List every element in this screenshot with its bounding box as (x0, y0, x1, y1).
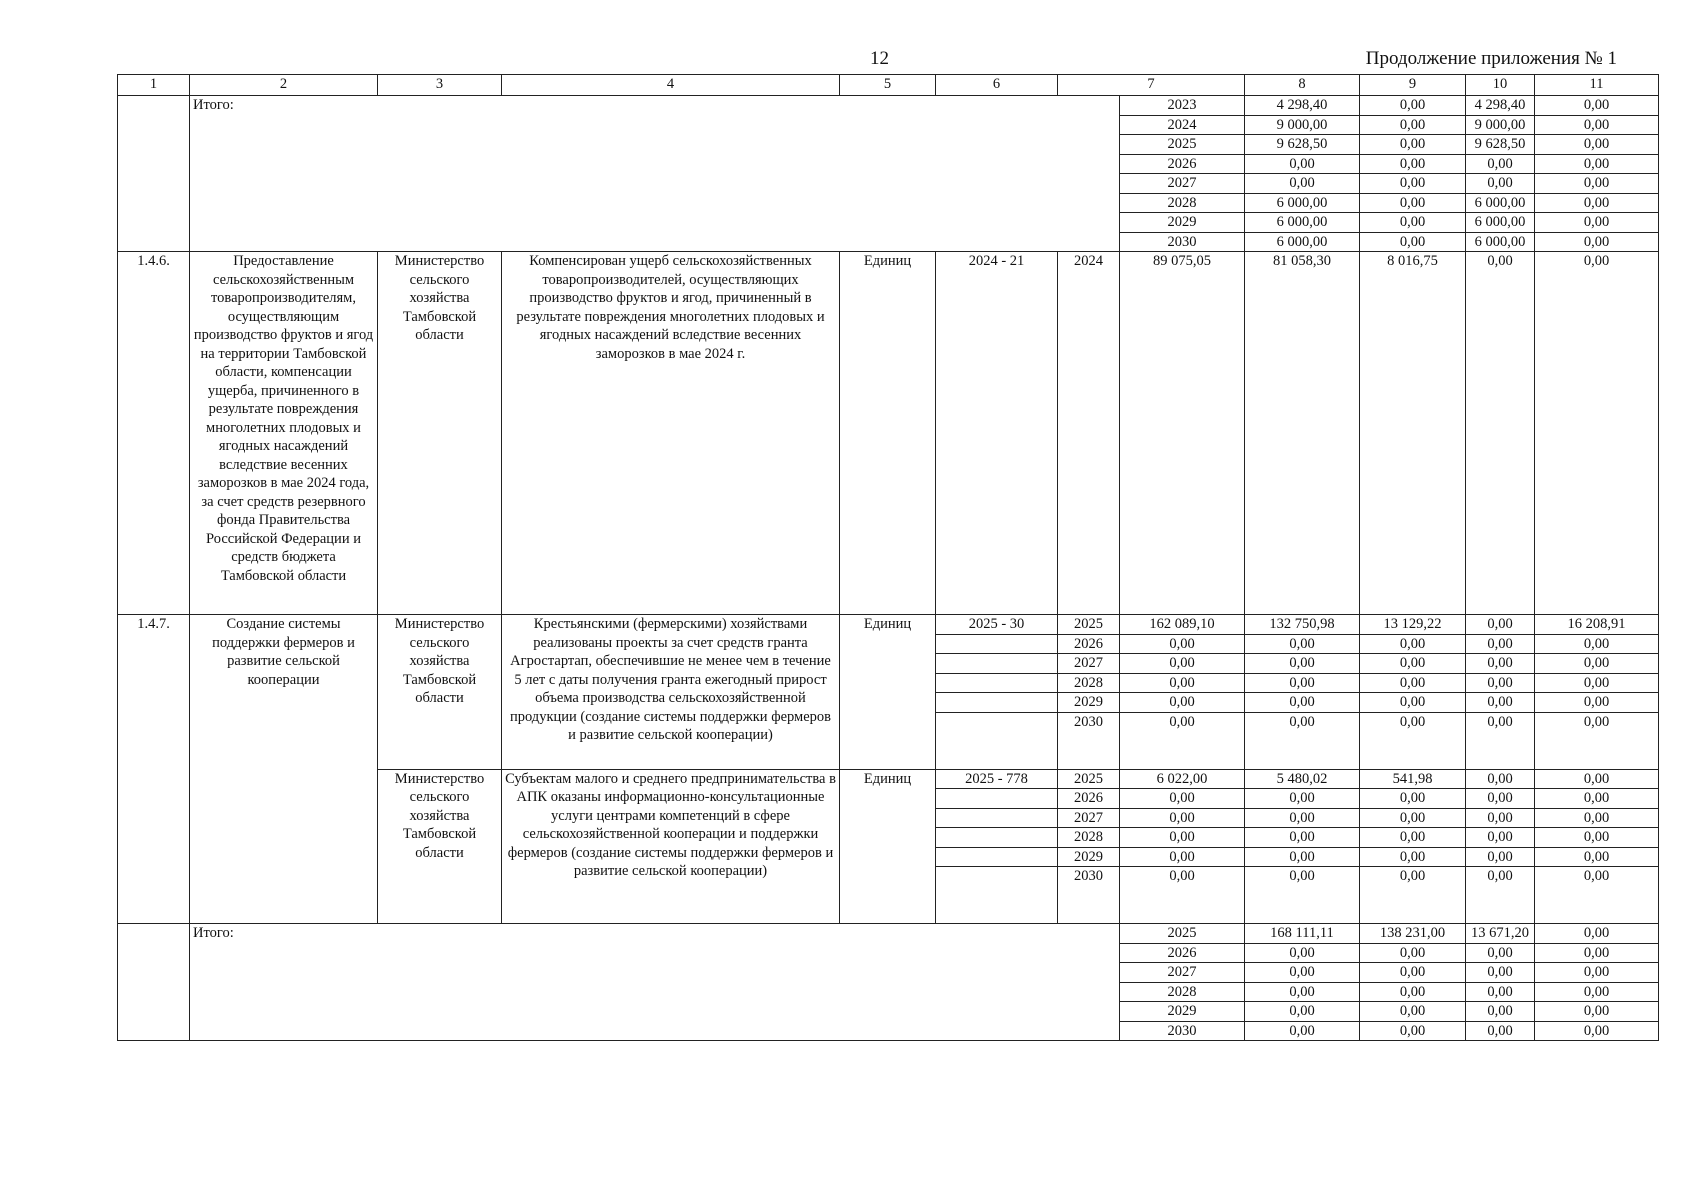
value-cell-v9: 6 000,00 (1466, 193, 1535, 213)
value-cell-v8: 81 058,30 (1245, 252, 1360, 615)
value-cell-v9: 0,00 (1360, 634, 1466, 654)
value-cell-v8: 0,00 (1245, 654, 1360, 674)
year-cell: 2028 (1120, 193, 1245, 213)
value-cell-v7: 168 111,11 (1245, 924, 1360, 944)
target-value: 2024 - 21 (936, 252, 1058, 615)
column-header: 9 (1360, 75, 1466, 96)
year-cell: 2029 (1058, 693, 1120, 713)
value-cell-v10: 0,00 (1466, 712, 1535, 769)
year-cell: 2025 (1058, 615, 1120, 635)
value-cell-v9: 0,00 (1360, 693, 1466, 713)
year-cell: 2030 (1058, 867, 1120, 924)
value-cell-v8: 0,00 (1245, 867, 1360, 924)
value-cell-v9: 0,00 (1466, 1021, 1535, 1041)
value-cell-v7: 0,00 (1120, 808, 1245, 828)
value-cell-v8: 0,00 (1360, 943, 1466, 963)
value-cell-v11: 0,00 (1535, 654, 1659, 674)
year-cell: 2025 (1058, 769, 1120, 789)
value-cell-v9: 9 628,50 (1466, 135, 1535, 155)
year-cell: 2026 (1058, 789, 1120, 809)
value-cell-v9: 13 671,20 (1466, 924, 1535, 944)
value-cell-v7: 0,00 (1120, 828, 1245, 848)
empty-cell (936, 828, 1058, 848)
value-cell-v9: 0,00 (1360, 808, 1466, 828)
year-cell: 2029 (1120, 213, 1245, 233)
value-cell-v11: 0,00 (1535, 673, 1659, 693)
value-cell-v7: 0,00 (1120, 634, 1245, 654)
value-cell-v7: 89 075,05 (1120, 252, 1245, 615)
value-cell-v8: 0,00 (1360, 963, 1466, 983)
item-number: 1.4.7. (118, 615, 190, 924)
year-cell: 2029 (1058, 847, 1120, 867)
value-cell-v9: 541,98 (1360, 769, 1466, 789)
value-cell-v11: 0,00 (1535, 693, 1659, 713)
year-cell: 2030 (1120, 1021, 1245, 1041)
value-cell-v10: 0,00 (1535, 96, 1659, 116)
value-cell-v10: 0,00 (1535, 174, 1659, 194)
value-cell-v7: 0,00 (1245, 1021, 1360, 1041)
column-header: 7 (1058, 75, 1245, 96)
value-cell-v8: 0,00 (1360, 135, 1466, 155)
empty-cell (936, 712, 1058, 769)
item-name: Создание системы поддержки фермеров и развитие сельской кооперации (190, 615, 378, 924)
value-cell-v9: 0,00 (1360, 712, 1466, 769)
value-cell-v7: 0,00 (1245, 943, 1360, 963)
value-cell-v7: 0,00 (1120, 693, 1245, 713)
value-cell-v8: 0,00 (1245, 693, 1360, 713)
empty-cell (936, 808, 1058, 828)
value-cell-v8: 0,00 (1360, 115, 1466, 135)
column-header: 2 (190, 75, 378, 96)
value-cell-v9: 0,00 (1360, 867, 1466, 924)
year-cell: 2027 (1120, 174, 1245, 194)
column-header: 3 (378, 75, 502, 96)
page-number: 12 (870, 48, 889, 69)
item-name: Предоставление сельскохозяйственным товаропроизводителям, осуществляющим производство фруктов и ягод на территории Тамбовской области, компенсации ущерба, причиненного в результате повреждения многолетних плодовых и ягодных насаждений вследствие весенних заморозков в мае 2024 года, за счет средств резервного фонда Правительства Российской Федерации и средств бюджета Тамбовской области (190, 252, 378, 615)
column-header: 1 (118, 75, 190, 96)
year-cell: 2026 (1120, 943, 1245, 963)
value-cell-v8: 132 750,98 (1245, 615, 1360, 635)
year-cell: 2027 (1120, 963, 1245, 983)
value-cell-v8: 0,00 (1360, 1021, 1466, 1041)
value-cell-v10: 0,00 (1535, 213, 1659, 233)
value-cell-v8: 0,00 (1245, 712, 1360, 769)
value-cell-v8: 0,00 (1245, 847, 1360, 867)
value-cell-v8: 0,00 (1360, 982, 1466, 1002)
year-cell: 2025 (1120, 924, 1245, 944)
value-cell-v9: 0,00 (1360, 828, 1466, 848)
target-value: 2025 - 778 (936, 769, 1058, 789)
result-description: Субъектам малого и среднего предпринимательства в АПК оказаны информационно-консультационные услуги центрами компетенций в сфере сельскохозяйственной кооперации и поддержки фермеров (создание системы поддержки фермеров и развитие сельской кооперации) (502, 769, 840, 924)
year-cell: 2027 (1058, 654, 1120, 674)
value-cell-v10: 0,00 (1535, 193, 1659, 213)
column-header: 11 (1535, 75, 1659, 96)
value-cell-v7: 0,00 (1120, 789, 1245, 809)
value-cell-v8: 0,00 (1360, 154, 1466, 174)
value-cell-v7: 0,00 (1245, 174, 1360, 194)
value-cell-v9: 0,00 (1360, 654, 1466, 674)
value-cell-v10: 0,00 (1466, 693, 1535, 713)
target-value: 2025 - 30 (936, 615, 1058, 635)
table-row (118, 96, 1659, 116)
value-cell-v8: 5 480,02 (1245, 769, 1360, 789)
value-cell-v7: 9 628,50 (1245, 135, 1360, 155)
value-cell-v7: 0,00 (1120, 654, 1245, 674)
empty-cell (936, 847, 1058, 867)
value-cell-v7: 0,00 (1245, 1002, 1360, 1022)
budget-table (117, 74, 1659, 1041)
column-header: 10 (1466, 75, 1535, 96)
value-cell-v10: 0,00 (1466, 867, 1535, 924)
value-cell-v7: 9 000,00 (1245, 115, 1360, 135)
responsible-org: Министерство сельского хозяйства Тамбовской области (378, 769, 502, 924)
value-cell-v10: 0,00 (1466, 634, 1535, 654)
empty-cell (118, 924, 190, 1041)
column-header: 4 (502, 75, 840, 96)
value-cell-v10: 0,00 (1466, 673, 1535, 693)
year-cell: 2025 (1120, 135, 1245, 155)
value-cell-v11: 0,00 (1535, 867, 1659, 924)
empty-cell (936, 789, 1058, 809)
result-description: Крестьянскими (фермерскими) хозяйствами реализованы проекты за счет средств гранта Агростартап, обеспечившие не менее чем в течение 5 лет с даты получения гранта ежегодный прирост объема производства сельскохозяйственной продукции (создание системы поддержки фермеров и развитие сельской кооперации) (502, 615, 840, 770)
value-cell-v7: 162 089,10 (1120, 615, 1245, 635)
year-cell: 2024 (1120, 115, 1245, 135)
value-cell-v8: 138 231,00 (1360, 924, 1466, 944)
value-cell-v7: 0,00 (1120, 673, 1245, 693)
value-cell-v8: 0,00 (1360, 193, 1466, 213)
value-cell-v10: 0,00 (1466, 828, 1535, 848)
column-header: 5 (840, 75, 936, 96)
year-cell: 2028 (1058, 828, 1120, 848)
value-cell-v11: 0,00 (1535, 769, 1659, 789)
value-cell-v10: 0,00 (1466, 252, 1535, 615)
unit: Единиц (840, 252, 936, 615)
empty-cell (936, 673, 1058, 693)
value-cell-v9: 8 016,75 (1360, 252, 1466, 615)
value-cell-v7: 6 000,00 (1245, 193, 1360, 213)
value-cell-v9: 4 298,40 (1466, 96, 1535, 116)
value-cell-v10: 0,00 (1535, 135, 1659, 155)
value-cell-v10: 0,00 (1466, 769, 1535, 789)
value-cell-v10: 0,00 (1535, 1002, 1659, 1022)
unit: Единиц (840, 769, 936, 924)
value-cell-v10: 0,00 (1466, 847, 1535, 867)
year-cell: 2027 (1058, 808, 1120, 828)
value-cell-v11: 0,00 (1535, 634, 1659, 654)
value-cell-v8: 0,00 (1245, 634, 1360, 654)
year-cell: 2028 (1058, 673, 1120, 693)
total-label: Итого: (190, 924, 1120, 1041)
empty-cell (936, 634, 1058, 654)
table-row (118, 924, 1659, 944)
value-cell-v10: 0,00 (1466, 615, 1535, 635)
value-cell-v9: 13 129,22 (1360, 615, 1466, 635)
value-cell-v9: 9 000,00 (1466, 115, 1535, 135)
column-header: 8 (1245, 75, 1360, 96)
value-cell-v10: 0,00 (1535, 232, 1659, 252)
value-cell-v7: 0,00 (1245, 154, 1360, 174)
value-cell-v11: 0,00 (1535, 808, 1659, 828)
value-cell-v10: 0,00 (1535, 943, 1659, 963)
responsible-org: Министерство сельского хозяйства Тамбовской области (378, 252, 502, 615)
header-row (118, 75, 1659, 96)
unit: Единиц (840, 615, 936, 770)
value-cell-v10: 0,00 (1466, 789, 1535, 809)
value-cell-v9: 0,00 (1466, 174, 1535, 194)
value-cell-v7: 6 022,00 (1120, 769, 1245, 789)
value-cell-v7: 0,00 (1120, 847, 1245, 867)
value-cell-v7: 0,00 (1120, 867, 1245, 924)
empty-cell (936, 693, 1058, 713)
value-cell-v9: 0,00 (1466, 963, 1535, 983)
value-cell-v9: 0,00 (1466, 154, 1535, 174)
value-cell-v9: 6 000,00 (1466, 232, 1535, 252)
responsible-org: Министерство сельского хозяйства Тамбовской области (378, 615, 502, 770)
year-cell: 2028 (1120, 982, 1245, 1002)
value-cell-v11: 0,00 (1535, 789, 1659, 809)
table-row (118, 615, 1659, 635)
value-cell-v9: 6 000,00 (1466, 213, 1535, 233)
value-cell-v7: 0,00 (1245, 982, 1360, 1002)
value-cell-v9: 0,00 (1360, 847, 1466, 867)
value-cell-v10: 0,00 (1535, 1021, 1659, 1041)
value-cell-v11: 0,00 (1535, 252, 1659, 615)
value-cell-v9: 0,00 (1360, 789, 1466, 809)
empty-cell (936, 867, 1058, 924)
value-cell-v8: 0,00 (1245, 673, 1360, 693)
value-cell-v9: 0,00 (1466, 943, 1535, 963)
value-cell-v11: 0,00 (1535, 847, 1659, 867)
year-cell: 2023 (1120, 96, 1245, 116)
empty-cell (118, 96, 190, 252)
year-cell: 2030 (1120, 232, 1245, 252)
result-description: Компенсирован ущерб сельскохозяйственных товаропроизводителей, осуществляющих производство фруктов и ягод, причиненный в результате повреждения многолетних плодовых и ягодных насаждений вследствие весенних заморозков в мае 2024 г. (502, 252, 840, 615)
value-cell-v8: 0,00 (1360, 1002, 1466, 1022)
value-cell-v9: 0,00 (1360, 673, 1466, 693)
value-cell-v7: 0,00 (1245, 963, 1360, 983)
total-label: Итого: (190, 96, 1120, 252)
value-cell-v8: 0,00 (1245, 789, 1360, 809)
value-cell-v10: 0,00 (1535, 154, 1659, 174)
value-cell-v8: 0,00 (1245, 808, 1360, 828)
appendix-note: Продолжение приложения № 1 (1365, 48, 1617, 69)
value-cell-v7: 6 000,00 (1245, 232, 1360, 252)
value-cell-v8: 0,00 (1360, 213, 1466, 233)
value-cell-v7: 4 298,40 (1245, 96, 1360, 116)
table-row (118, 252, 1659, 615)
year-cell: 2026 (1058, 634, 1120, 654)
value-cell-v8: 0,00 (1245, 828, 1360, 848)
year-cell: 2026 (1120, 154, 1245, 174)
year-cell: 2030 (1058, 712, 1120, 769)
year-cell: 2029 (1120, 1002, 1245, 1022)
value-cell-v8: 0,00 (1360, 96, 1466, 116)
value-cell-v10: 0,00 (1466, 654, 1535, 674)
value-cell-v7: 6 000,00 (1245, 213, 1360, 233)
value-cell-v10: 0,00 (1535, 924, 1659, 944)
column-header: 6 (936, 75, 1058, 96)
value-cell-v9: 0,00 (1466, 982, 1535, 1002)
value-cell-v10: 0,00 (1535, 115, 1659, 135)
value-cell-v10: 0,00 (1535, 963, 1659, 983)
empty-cell (936, 654, 1058, 674)
value-cell-v11: 0,00 (1535, 712, 1659, 769)
value-cell-v11: 16 208,91 (1535, 615, 1659, 635)
item-number: 1.4.6. (118, 252, 190, 615)
value-cell-v10: 0,00 (1535, 982, 1659, 1002)
value-cell-v8: 0,00 (1360, 174, 1466, 194)
value-cell-v9: 0,00 (1466, 1002, 1535, 1022)
value-cell-v11: 0,00 (1535, 828, 1659, 848)
value-cell-v10: 0,00 (1466, 808, 1535, 828)
value-cell-v8: 0,00 (1360, 232, 1466, 252)
year-cell: 2024 (1058, 252, 1120, 615)
value-cell-v7: 0,00 (1120, 712, 1245, 769)
